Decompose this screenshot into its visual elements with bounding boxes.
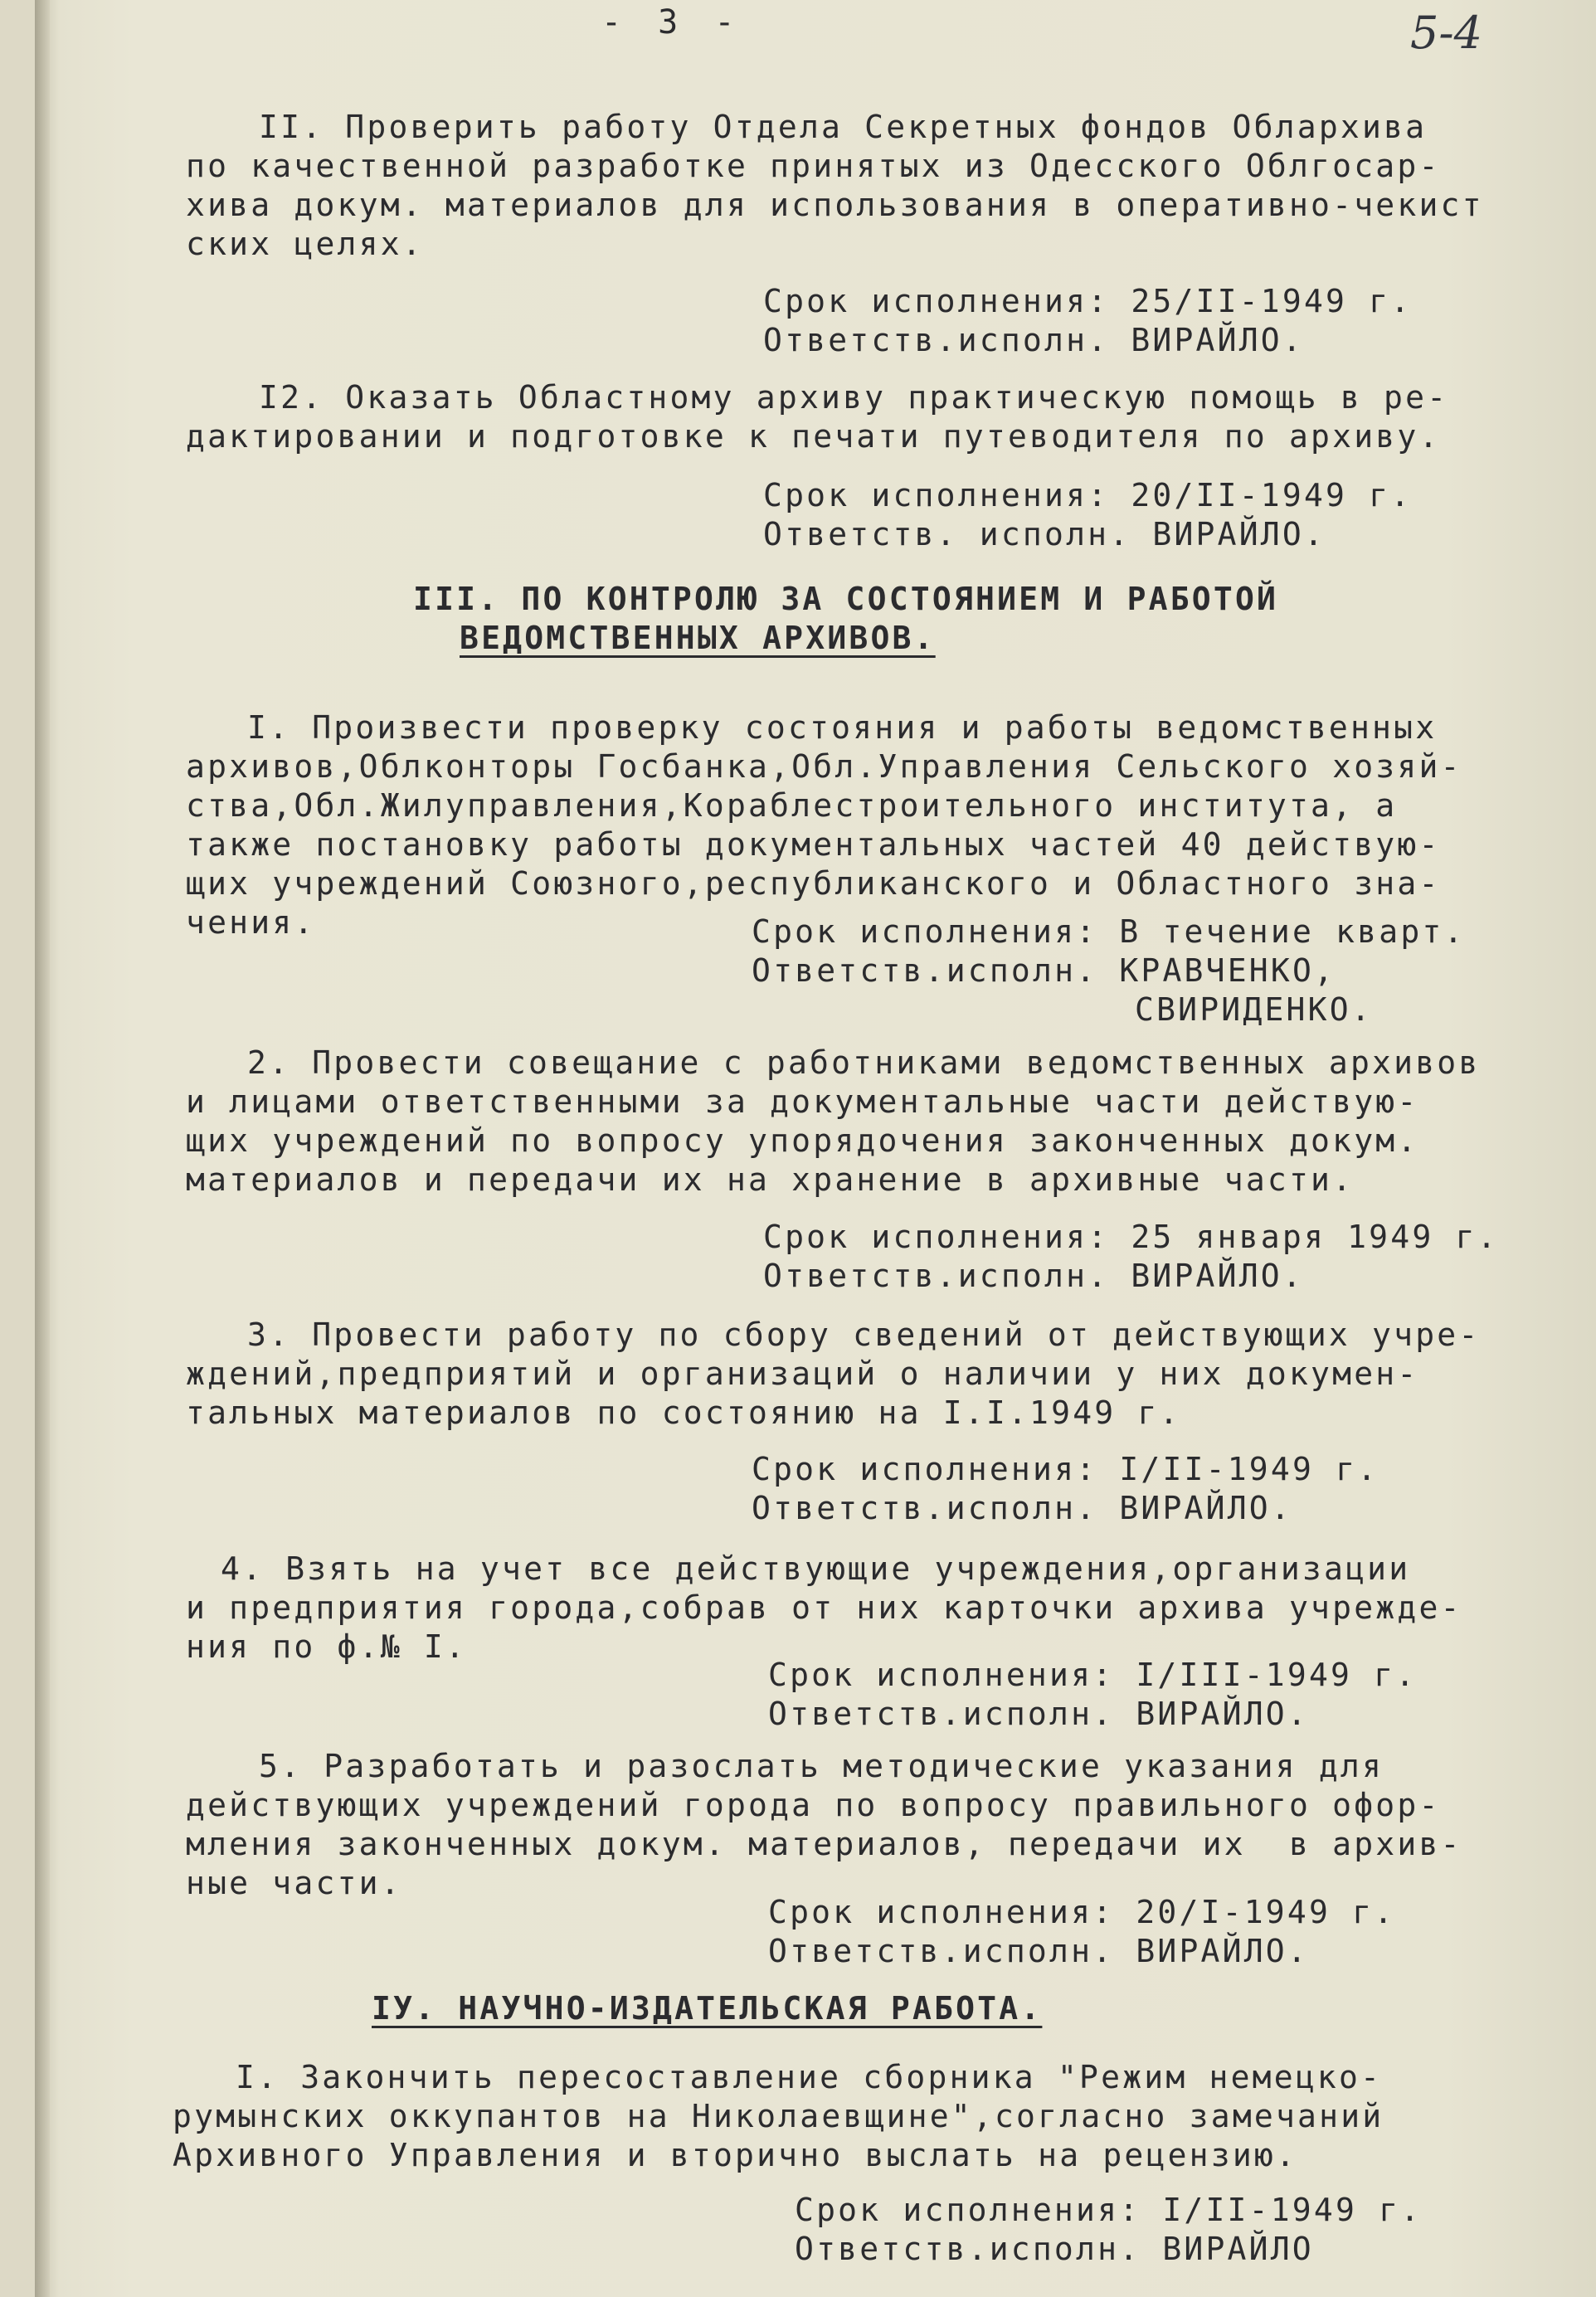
item-text-line: II. Проверить работу Отдела Секретных фондов Облархива — [259, 109, 1428, 145]
item-text-line: I2. Оказать Областному архиву практическую помощь в ре- — [259, 379, 1449, 416]
item-text-line: ния по ф.№ I. — [186, 1628, 468, 1665]
deadline-line: Срок исполнения: 25 января 1949 г. — [763, 1219, 1499, 1255]
responsible-line: Ответств.исполн. ВИРАЙЛО — [795, 2231, 1314, 2267]
responsible-line: Ответств. исполн. ВИРАЙЛО. — [763, 516, 1326, 552]
item-text-line: 2. Провести совещание с работниками ведомственных архивов — [247, 1044, 1481, 1081]
responsible-line: Ответств.исполн. ВИРАЙЛО. — [768, 1696, 1309, 1732]
responsible-line: Ответств.исполн. ВИРАЙЛО. — [763, 1258, 1304, 1294]
item-text-line: ства,Обл.Жилуправления,Кораблестроительного института, а — [186, 787, 1398, 824]
item-text-line: 4. Взять на учет все действующие учреждения,организации — [221, 1550, 1411, 1587]
item-text-line: ских целях. — [186, 226, 424, 262]
item-text-line: чения. — [186, 904, 316, 941]
item-text-line: по качественной разработке принятых из Одесского Облгосар- — [186, 148, 1441, 184]
item-text-line: действующих учреждений города по вопросу правильного офор- — [186, 1787, 1441, 1823]
item-text-line: дактировании и подготовке к печати путеводителя по архиву. — [186, 418, 1441, 455]
handwritten-corner-mark: 5-4 — [1410, 7, 1482, 59]
item-text-line: 5. Разработать и разослать методические указания для — [259, 1748, 1384, 1784]
item-text-line: ные части. — [186, 1865, 402, 1901]
item-text-line: румынских оккупантов на Николаевщине",согласно замечаний — [173, 2098, 1384, 2134]
responsible-line: Ответств.исполн. ВИРАЙЛО. — [763, 322, 1304, 358]
item-text-line: материалов и передачи их на хранение в архивные части. — [186, 1161, 1355, 1198]
deadline-line: Срок исполнения: 25/II-1949 г. — [763, 283, 1413, 319]
item-text-line: хива докум. материалов для использования в оперативно-чекист — [186, 187, 1484, 223]
deadline-line: Срок исполнения: I/II-1949 г. — [752, 1451, 1379, 1487]
deadline-line: Срок исполнения: В течение кварт. — [752, 913, 1466, 950]
item-text-line: 3. Провести работу по сбору сведений от действующих учре- — [247, 1316, 1481, 1353]
page-number: - 3 - — [601, 3, 743, 41]
deadline-line: Срок исполнения: 20/I-1949 г. — [768, 1894, 1396, 1930]
item-text-line: Архивного Управления и вторично выслать на рецензию. — [173, 2137, 1298, 2173]
deadline-line: Срок исполнения: 20/II-1949 г. — [763, 477, 1413, 513]
item-text-line: и лицами ответственными за документальные части действую- — [186, 1083, 1419, 1120]
responsible-line: СВИРИДЕНКО. — [1135, 991, 1373, 1028]
item-text-line: архивов,Облконторы Госбанка,Обл.Управления Сельского хозяй- — [186, 748, 1462, 785]
section-heading: IУ. НАУЧНО-ИЗДАТЕЛЬСКАЯ РАБОТА. — [372, 1990, 1043, 2027]
item-text-line: также постановку работы документальных частей 40 действую- — [186, 826, 1441, 863]
deadline-line: Срок исполнения: I/III-1949 г. — [768, 1657, 1418, 1693]
item-text-line: щих учреждений Союзного,республиканского и Областного зна- — [186, 865, 1441, 902]
item-text-line: I. Закончить пересоставление сборника "Режим немецко- — [236, 2059, 1383, 2095]
responsible-line: Ответств.исполн. ВИРАЙЛО. — [768, 1933, 1309, 1969]
item-text-line: тальных материалов по состоянию на I.I.1949 г. — [186, 1394, 1181, 1431]
section-heading: ВЕДОМСТВЕННЫХ АРХИВОВ. — [460, 620, 936, 656]
deadline-line: Срок исполнения: I/II-1949 г. — [795, 2192, 1423, 2228]
item-text-line: и предприятия города,собрав от них карточки архива учрежде- — [186, 1589, 1462, 1626]
item-text-line: I. Произвести проверку состояния и работы ведомственных — [247, 709, 1438, 746]
item-text-line: щих учреждений по вопросу упорядочения законченных докум. — [186, 1122, 1419, 1159]
responsible-line: Ответств.исполн. КРАВЧЕНКО, — [752, 952, 1336, 989]
section-heading: III. ПО КОНТРОЛЮ ЗА СОСТОЯНИЕМ И РАБОТОЙ — [413, 581, 1279, 617]
responsible-line: Ответств.исполн. ВИРАЙЛО. — [752, 1490, 1292, 1526]
binding-edge — [35, 0, 50, 2297]
item-text-line: мления законченных докум. материалов, передачи их в архив- — [186, 1826, 1462, 1862]
item-text-line: ждений,предприятий и организаций о наличии у них докумен- — [186, 1355, 1419, 1392]
